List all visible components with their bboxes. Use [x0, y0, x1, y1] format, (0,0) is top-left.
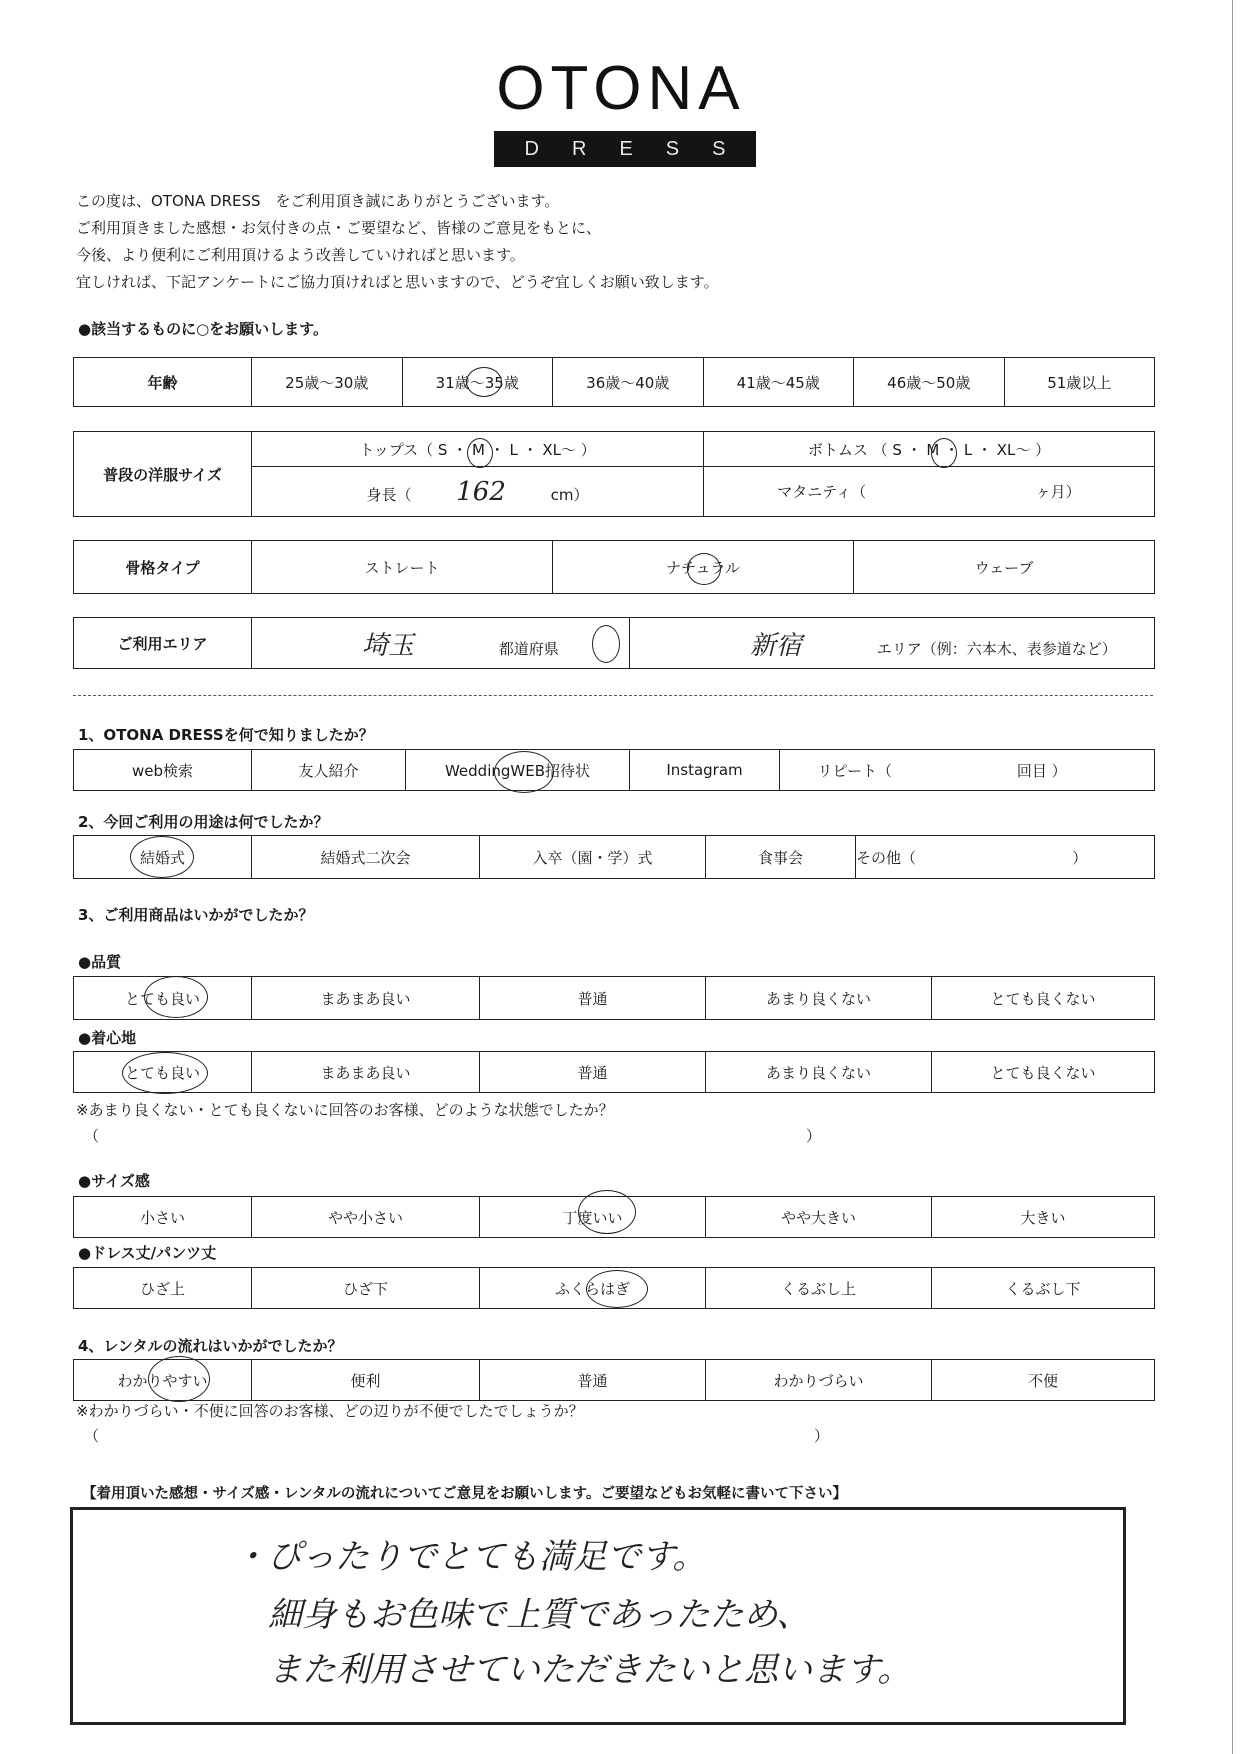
maternity-field[interactable] — [704, 467, 1155, 517]
selection-circle — [122, 1052, 208, 1094]
body-type-option-selected[interactable]: ナチュラル — [553, 541, 854, 594]
q2-option-other[interactable]: その他（ — [856, 836, 1006, 879]
comfort-option[interactable]: 普通 — [480, 1052, 706, 1093]
comfort-option[interactable]: とても良くない — [932, 1052, 1155, 1093]
prefecture-value: 埼玉 — [362, 630, 415, 661]
page-edge-line — [1232, 0, 1233, 1754]
selection-circle — [466, 367, 502, 397]
maternity-unit: ヶ月） — [1035, 483, 1081, 502]
q3-note-paren-open: （ — [84, 1127, 100, 1145]
q2-title: 2、今回ご利用の用途は何でしたか？ — [78, 813, 329, 831]
selection-circle — [144, 976, 208, 1018]
comment-line: ・ぴったりでとても満足です。 — [233, 1537, 707, 1577]
q3-note: ※あまり良くない・とても良くないに回答のお客様、どのような状態でしたか？ — [76, 1101, 614, 1119]
q2-option[interactable]: 食事会 — [706, 836, 856, 879]
quality-option-selected[interactable]: とても良い — [74, 977, 252, 1020]
quality-option[interactable]: 普通 — [480, 977, 706, 1020]
selection-circle — [578, 1190, 636, 1234]
comment-line: また利用させていただきたいと思います。 — [268, 1650, 912, 1690]
q1-option[interactable]: web検索 — [74, 750, 252, 791]
length-option[interactable]: ひざ下 — [252, 1268, 480, 1309]
quality-table — [73, 976, 1155, 1020]
fit-option[interactable]: やや大きい — [706, 1197, 932, 1238]
quality-label: ●品質 — [78, 953, 122, 971]
length-option[interactable]: くるぶし下 — [932, 1268, 1155, 1309]
section-instruction: ●該当するものに○をお願いします。 — [78, 320, 328, 338]
intro-line: ご利用頂きました感想・お気付きの点・ご要望など、皆様のご意見をもとに、 — [76, 219, 602, 237]
q2-other-close[interactable]: ） — [1006, 836, 1155, 879]
length-option-selected[interactable]: ふくらはぎ — [480, 1268, 706, 1309]
bottoms-size[interactable]: ボトムス （ S ・ M ・ L ・ XL～ ） — [704, 432, 1155, 467]
q4-option-selected[interactable]: わかりやすい — [74, 1360, 252, 1401]
height-field[interactable] — [252, 467, 704, 517]
q1-option[interactable]: Instagram — [630, 750, 780, 791]
q4-option[interactable]: 便利 — [252, 1360, 480, 1401]
comfort-label: ●着心地 — [78, 1029, 137, 1047]
age-option[interactable]: 36歳～40歳 — [553, 358, 704, 407]
logo-letter: S — [712, 137, 726, 160]
q1-title: 1、OTONA DRESSを何で知りましたか？ — [78, 726, 374, 744]
fit-option[interactable]: 小さい — [74, 1197, 252, 1238]
comfort-option-selected[interactable]: とても良い — [74, 1052, 252, 1093]
q4-note: ※わかりづらい・不便に回答のお客様、どの辺りが不便でしたでしょうか？ — [76, 1402, 584, 1420]
q4-option[interactable]: わかりづらい — [706, 1360, 932, 1401]
logo-dress-bar — [494, 131, 756, 167]
quality-option[interactable]: あまり良くない — [706, 977, 932, 1020]
q3-note-paren-close: ） — [806, 1127, 822, 1145]
comments-title: 【着用頂いた感想・サイズ感・レンタルの流れについてご意見をお願いします。ご要望などもお気軽に書いて下さい】 — [82, 1486, 847, 1502]
selection-circle — [130, 836, 194, 878]
q1-repeat-count[interactable]: 回目 ） — [930, 750, 1155, 791]
q2-table — [73, 835, 1155, 879]
height-label: 身長（ — [366, 485, 412, 504]
intro-text — [76, 188, 719, 296]
intro-line: この度は、OTONA DRESS をご利用頂き誠にありがとうございます。 — [76, 192, 560, 210]
divider — [73, 695, 1153, 696]
fit-option-selected[interactable]: 丁度いい — [480, 1197, 706, 1238]
age-option[interactable]: 51歳以上 — [1004, 358, 1155, 407]
q4-table — [73, 1359, 1155, 1401]
clothing-size-table — [73, 431, 1155, 517]
q2-option[interactable]: 入卒（園・学）式 — [480, 836, 706, 879]
logo-otona: OTONA — [496, 54, 746, 123]
comments-box[interactable] — [70, 1507, 1126, 1725]
selection-circle — [586, 1270, 648, 1308]
q4-option[interactable]: 普通 — [480, 1360, 706, 1401]
age-option[interactable]: 41歳～45歳 — [703, 358, 854, 407]
quality-option[interactable]: まあまあ良い — [252, 977, 480, 1020]
q1-option[interactable]: リピート（ — [780, 750, 930, 791]
logo-letter: D — [524, 137, 539, 160]
selection-circle — [494, 751, 554, 793]
q4-note-paren-open: （ — [84, 1427, 100, 1445]
length-label: ●ドレス丈/パンツ丈 — [78, 1244, 217, 1262]
age-table — [73, 357, 1155, 407]
fit-option[interactable]: やや小さい — [252, 1197, 480, 1238]
body-type-table — [73, 540, 1155, 594]
area-example-label: エリア（例：六本木、表参道など） — [876, 639, 1117, 658]
height-unit: cm） — [550, 485, 589, 504]
q2-option[interactable]: 結婚式二次会 — [252, 836, 480, 879]
selection-circle — [687, 553, 721, 585]
comment-line: 細身もお色味で上質であったため、 — [268, 1595, 811, 1635]
logo-letter: E — [619, 137, 633, 160]
age-label: 年齢 — [74, 358, 252, 407]
selection-circle — [931, 438, 957, 468]
q4-option[interactable]: 不便 — [932, 1360, 1155, 1401]
maternity-label: マタニティ（ — [777, 483, 867, 502]
area-value: 新宿 — [750, 630, 803, 661]
q1-table — [73, 749, 1155, 791]
selection-circle — [148, 1356, 210, 1402]
prefecture-field[interactable] — [252, 618, 630, 669]
comfort-table — [73, 1051, 1155, 1093]
age-option[interactable]: 25歳～30歳 — [252, 358, 403, 407]
selection-circle — [592, 625, 620, 663]
size-label: 普段の洋服サイズ — [74, 432, 252, 517]
intro-line: 今後、より便利にご利用頂けるよう改善していければと思います。 — [76, 246, 525, 264]
logo-letter: S — [665, 137, 680, 160]
prefecture-label: 都道府県 — [498, 639, 559, 658]
age-option-selected[interactable]: 31歳～35歳 — [402, 358, 553, 407]
length-option[interactable]: くるぶし上 — [706, 1268, 932, 1309]
comfort-option[interactable]: まあまあ良い — [252, 1052, 480, 1093]
q2-option-selected[interactable]: 結婚式 — [74, 836, 252, 879]
q3-title: 3、ご利用商品はいかがでしたか？ — [78, 906, 314, 924]
age-option[interactable]: 46歳～50歳 — [854, 358, 1005, 407]
q4-title: 4、レンタルの流れはいかがでしたか？ — [78, 1337, 343, 1355]
q4-note-paren-close: ） — [814, 1427, 830, 1445]
tops-size[interactable]: トップス（ S ・ M ・ L ・ XL～ ） — [252, 432, 704, 467]
height-value: 162 — [456, 476, 506, 507]
body-type-option[interactable]: ストレート — [252, 541, 553, 594]
comfort-option[interactable]: あまり良くない — [706, 1052, 932, 1093]
q1-option[interactable]: 友人紹介 — [252, 750, 406, 791]
logo-letter: R — [571, 137, 587, 160]
body-type-option[interactable]: ウェーブ — [854, 541, 1155, 594]
area-field[interactable] — [630, 618, 1155, 669]
area-label: ご利用エリア — [74, 618, 252, 669]
fit-option[interactable]: 大きい — [932, 1197, 1155, 1238]
length-option[interactable]: ひざ上 — [74, 1268, 252, 1309]
selection-circle — [467, 438, 493, 468]
fit-label: ●サイズ感 — [78, 1172, 150, 1190]
quality-option[interactable]: とても良くない — [932, 977, 1155, 1020]
q1-option-selected[interactable]: WeddingWEB招待状 — [406, 750, 630, 791]
intro-line: 宜しければ、下記アンケートにご協力頂ければと思いますので、どうぞ宜しくお願い致します。 — [76, 273, 719, 291]
body-type-label: 骨格タイプ — [74, 541, 252, 594]
